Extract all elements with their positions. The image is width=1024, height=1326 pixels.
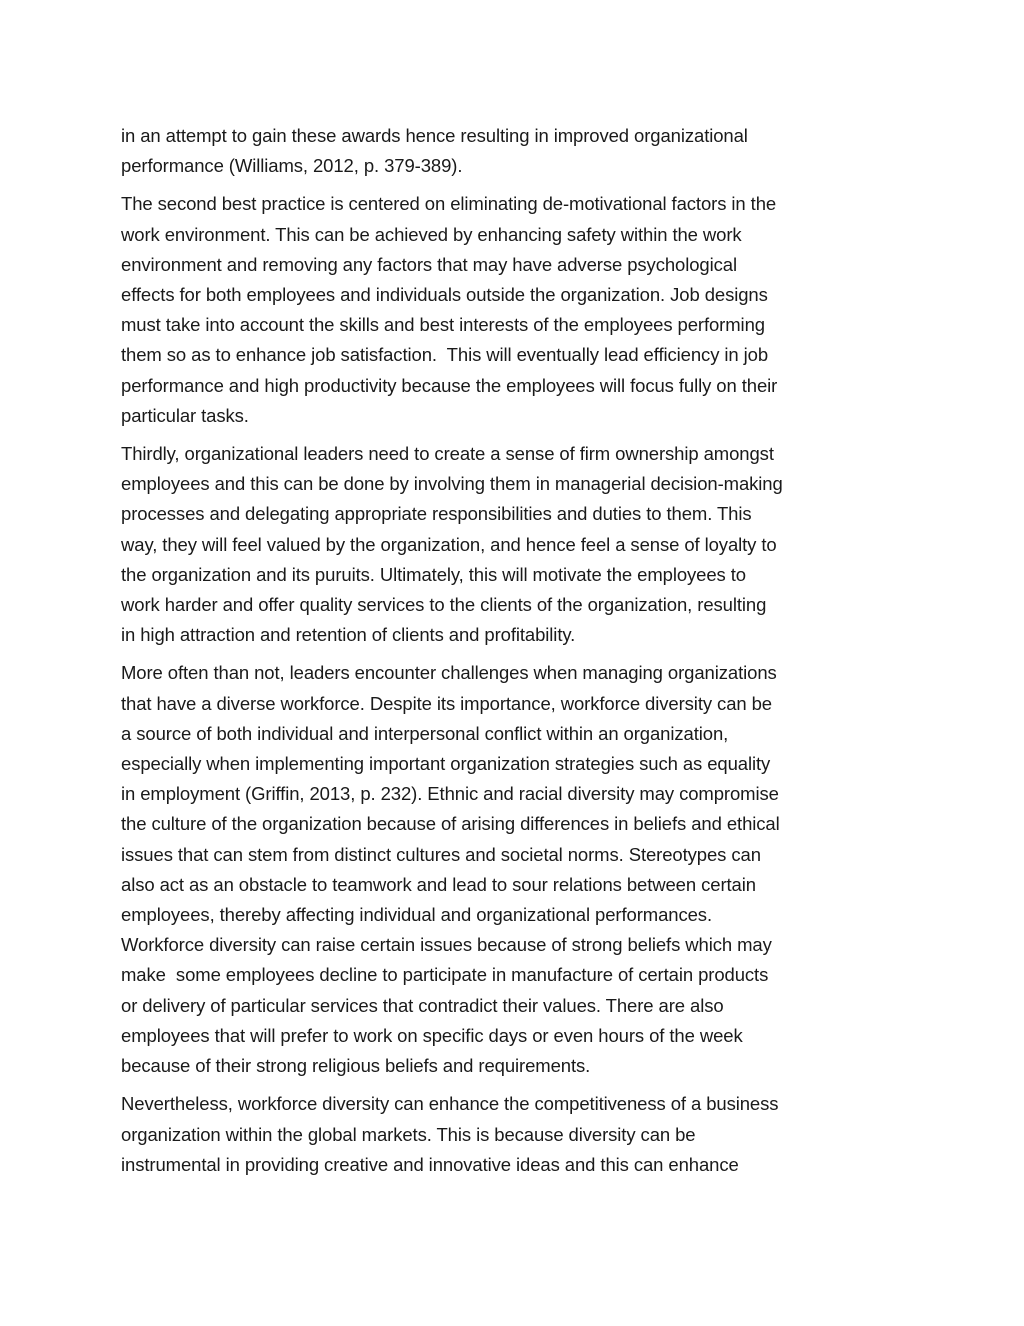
paragraph-4 [121,658,911,1081]
text-line: employees and this can be done by involving them in managerial decision-making [121,473,783,495]
text-line: make some employees decline to participate in manufacture of certain products [121,964,769,986]
text-line: in high attraction and retention of clients and profitability. [121,624,576,646]
text-line: work environment. This can be achieved by enhancing safety within the work [121,223,742,245]
text-line: in an attempt to gain these awards hence resulting in improved organizational [121,125,748,146]
text-line: them so as to enhance job satisfaction. This will eventually lead efficiency in job [121,344,769,366]
text-line: instrumental in providing creative and innovative ideas and this can enhance [121,1153,739,1175]
paragraph-3 [121,439,911,650]
text-line: in employment (Griffin, 2013, p. 232). Ethnic and racial diversity may compromise [121,783,779,805]
text-line: The second best practice is centered on eliminating de-motivational factors in the [121,193,777,215]
text-line: employees, thereby affecting individual and organizational performances. [121,904,712,926]
text-line: performance (Williams, 2012, p. 379-389). [121,155,463,177]
text-line: effects for both employees and individuals outside the organization. Job designs [121,284,768,306]
text-line: Thirdly, organizational leaders need to create a sense of firm ownership amongst [121,443,774,465]
text-line: More often than not, leaders encounter challenges when managing organizations [121,662,777,684]
text-line: the culture of the organization because of arising differences in beliefs and ethical [121,813,780,835]
text-line: because of their strong religious beliefs and requirements. [121,1055,591,1077]
text-line: the organization and its puruits. Ultimately, this will motivate the employees to [121,563,746,585]
text-line: processes and delegating appropriate responsibilities and duties to them. This [121,503,752,525]
text-line: environment and removing any factors that may have adverse psychological [121,253,737,275]
text-line: that have a diverse workforce. Despite its importance, workforce diversity can be [121,692,772,714]
text-line: Nevertheless, workforce diversity can enhance the competitiveness of a business [121,1093,779,1115]
text-line: employees that will prefer to work on specific days or even hours of the week [121,1024,743,1046]
text-line: especially when implementing important organization strategies such as equality [121,753,771,775]
paragraph-2 [121,189,911,431]
text-line: Workforce diversity can raise certain issues because of strong beliefs which may [121,934,772,956]
text-line: also act as an obstacle to teamwork and lead to sour relations between certain [121,873,756,895]
text-line: a source of both individual and interpersonal conflict within an organization, [121,722,729,744]
paragraph-5 [121,1089,911,1180]
text-line: issues that can stem from distinct cultures and societal norms. Stereotypes can [121,843,761,865]
text-line: must take into account the skills and best interests of the employees performing [121,314,765,336]
text-line: work harder and offer quality services to the clients of the organization, resulting [121,594,767,616]
text-line: particular tasks. [121,404,249,426]
document-body [121,121,911,1188]
text-line: or delivery of particular services that contradict their values. There are also [121,994,724,1016]
text-line: performance and high productivity because the employees will focus fully on their [121,374,778,396]
paragraph-1 [121,121,911,181]
text-line: way, they will feel valued by the organization, and hence feel a sense of loyalty to [121,533,777,555]
text-line: organization within the global markets. This is because diversity can be [121,1123,696,1145]
